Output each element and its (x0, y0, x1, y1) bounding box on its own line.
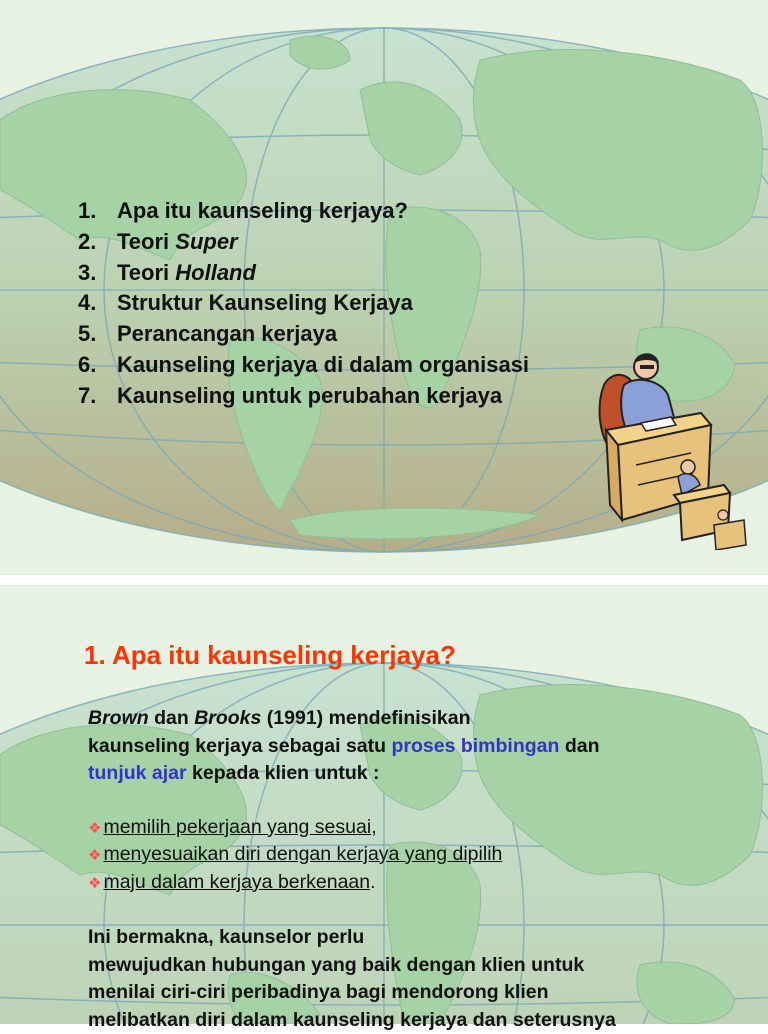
bullet-item: ❖ menyesuaikan diri dengan kerjaya yang dipilih (88, 843, 503, 865)
bullet-item: ❖ maju dalam kerjaya berkenaan. (88, 870, 376, 893)
highlight-text: tunjuk ajar (88, 762, 187, 784)
bullet-list (88, 814, 738, 897)
diamond-bullet-icon: ❖ (88, 874, 102, 892)
intro-paragraph: Brown dan Brooks (1991) mendefinisikan kaunseling kerjaya sebagai satu proses bimbingan dan tunjuk ajar kepada klien untuk : (88, 707, 600, 784)
agenda-list (78, 196, 529, 412)
slide-title: 1. Apa itu kaunseling kerjaya? (84, 640, 456, 670)
diamond-bullet-icon: ❖ (88, 819, 102, 837)
diamond-bullet-icon: ❖ (88, 847, 102, 864)
agenda-item: 2. Teori Super (78, 228, 238, 254)
agenda-item: 1. Apa itu kaunseling kerjaya? (78, 198, 408, 223)
highlight-text: proses bimbingan (391, 734, 560, 757)
agenda-item: 5. Perancangan kerjaya (78, 321, 338, 347)
explanation-paragraph: Ini bermakna, kaunselor perlu mewujudkan hubungan yang baik dengan klien untuk menilai ciri-ciri peribadinya bagi mendorong klien melibatkan diri dalam kaunseling kerjaya dan seterusnya (88, 926, 616, 1031)
agenda-item: 4. Struktur Kaunseling Kerjaya (78, 290, 413, 316)
agenda-item: 6. Kaunseling kerjaya di dalam organisasi (78, 351, 530, 377)
agenda-item: 7. Kaunseling untuk perubahan kerjaya (78, 382, 503, 408)
office-worker-at-desk-clipart (596, 345, 748, 550)
bullet-item: ❖ memilih pekerjaan yang sesuai, (88, 815, 377, 838)
definition-text (88, 705, 738, 1034)
agenda-item: 3. Teori Holland (78, 259, 256, 285)
